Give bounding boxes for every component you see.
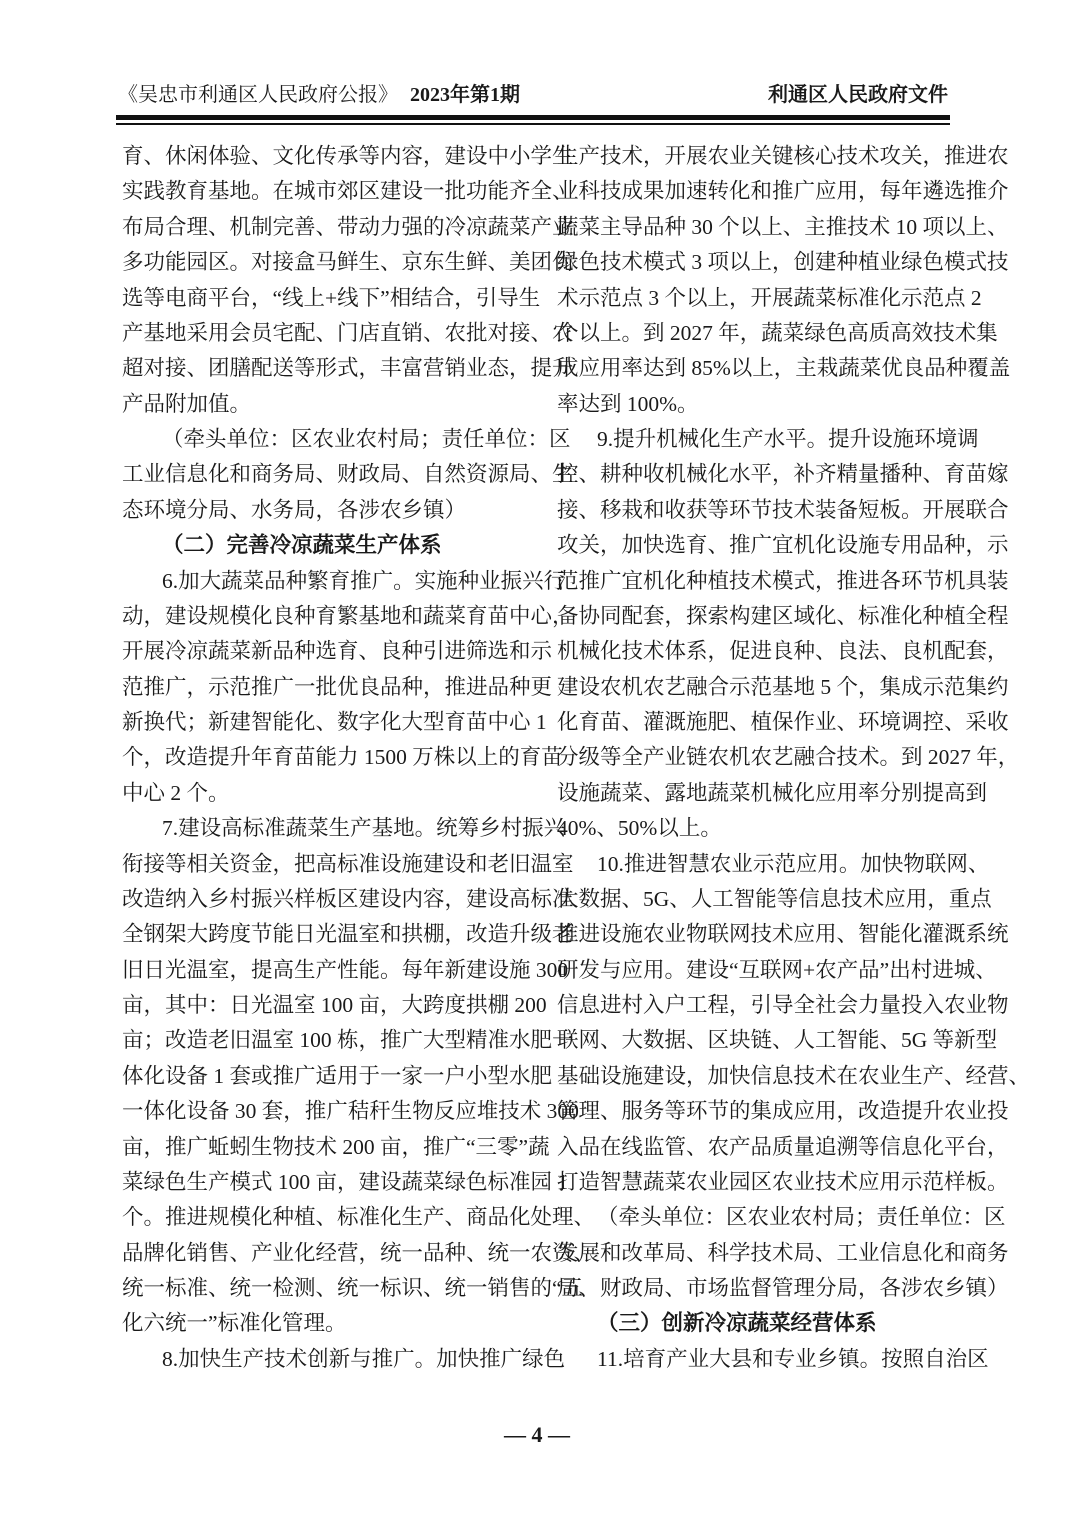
header-publication	[118, 78, 520, 107]
left-column	[122, 139, 596, 1377]
header-rule-thick	[116, 115, 950, 120]
text-line: 个，改造提升年育苗能力 1500 万株以上的育苗	[122, 745, 563, 770]
text-line: 联网、大数据、区块链、人工智能、5G 等新型	[557, 1028, 998, 1053]
text-line: 局、财政局、市场监督管理分局，各涉农乡镇）	[557, 1276, 1009, 1300]
issue-number: 2023年第1期	[410, 84, 520, 106]
text-line: 信息进村入户工程，引导全社会力量投入农业物	[557, 993, 1009, 1017]
text-line: 攻关，加快选育、推广宜机化设施专用品种，示	[557, 533, 1009, 558]
text-line: 接、移栽和收获等环节技术装备短板。开展联合	[557, 497, 1009, 522]
text-line: 研发与应用。建设“互联网+农产品”出村进城、	[557, 957, 997, 982]
text-line: 布局合理、机制完善、带动力强的冷凉蔬菜产业	[122, 214, 574, 239]
text-line: 体化设备 1 套或推广适用于一家一户小型水肥	[122, 1063, 553, 1088]
header-section: 利通区人民政府文件	[768, 84, 948, 106]
text-line: 率达到 100%。	[557, 391, 699, 416]
text-line: 设施蔬菜、露地蔬菜机械化应用率分别提高到	[557, 780, 988, 805]
text-line: 产基地采用会员宅配、门店直销、农批对接、农	[122, 320, 574, 345]
text-line: 亩，推广蚯蚓生物技术 200 亩，推广“三零”蔬	[122, 1134, 550, 1159]
text-line: 改造纳入乡村振兴样板区建设内容，建设高标准	[122, 886, 574, 911]
text-line: 新换代；新建智能化、数字化大型育苗中心 1	[122, 710, 547, 734]
text-line: 化六统一”标准化管理。	[122, 1311, 347, 1336]
text-line: 开展冷凉蔬菜新品种选育、良种引进筛选和示	[122, 639, 553, 664]
header-rule-thin	[116, 123, 950, 125]
text-line: 7.建设高标准蔬菜生产基地。统筹乡村振兴	[162, 816, 566, 841]
text-line: 多功能园区。对接盒马鲜生、京东生鲜、美团优	[122, 250, 574, 275]
text-line: 备协同配套，探索构建区域化、标准化种植全程	[557, 603, 1009, 628]
text-line: 打造智慧蔬菜农业园区农业技术应用示范样板。	[557, 1169, 1009, 1194]
text-line: 范推广宜机化种植技术模式，推进各环节机具装	[557, 568, 1009, 593]
publication-title: 《吴忠市利通区人民政府公报》	[118, 84, 398, 106]
text-line: 管理、服务等环节的集成应用，改造提升农业投	[557, 1099, 1009, 1124]
text-line: 8.加快生产技术创新与推广。加快推广绿色	[162, 1346, 566, 1371]
text-line: 40%、50%以上。	[557, 816, 722, 841]
text-line: 选等电商平台，“线上+线下”相结合，引导生	[122, 285, 541, 310]
text-line: 推进设施农业物联网技术应用、智能化灌溉系统	[557, 922, 1009, 947]
text-line: 产品附加值。	[122, 391, 252, 416]
text-line: 控、耕种收机械化水平，补齐精量播种、育苗嫁	[557, 462, 1009, 487]
text-line: 发展和改革局、科学技术局、工业信息化和商务	[557, 1240, 1009, 1265]
text-line: 超对接、团膳配送等形式，丰富营销业态，提升	[122, 356, 574, 381]
text-line: 11.培育产业大县和专业乡镇。按照自治区	[597, 1346, 989, 1371]
text-line: 衔接等相关资金，把高标准设施建设和老旧温室	[122, 851, 574, 876]
text-line: 基础设施建设，加快信息技术在农业生产、经营、	[557, 1063, 1031, 1088]
text-line: 蔬菜主导品种 30 个以上、主推技术 10 项以上、	[557, 214, 1009, 239]
text-line: 旧日光温室，提高生产性能。每年新建设施 300	[122, 957, 569, 982]
page-number: — 4 —	[504, 1422, 570, 1447]
text-line: 范推广，示范推广一批优良品种，推进品种更	[122, 674, 553, 699]
text-line: 实践教育基地。在城市郊区建设一批功能齐全、	[122, 179, 574, 204]
text-line: 全钢架大跨度节能日光温室和拱棚，改造升级老	[122, 922, 574, 947]
text-line: 分级等全产业链农机农艺融合技术。到 2027 年，	[557, 745, 1020, 770]
text-line: 6.加大蔬菜品种繁育推广。实施种业振兴行	[162, 568, 566, 593]
section-heading: （二）完善冷凉蔬菜生产体系	[162, 533, 442, 558]
text-line: 生产技术，开展农业关键核心技术攻关，推进农	[557, 144, 1009, 168]
text-line: 品牌化销售、产业化经营，统一品种、统一农资、	[122, 1240, 596, 1265]
text-line: 个。推进规模化种植、标准化生产、商品化处理、	[122, 1205, 596, 1230]
section-heading: （三）创新冷凉蔬菜经营体系	[597, 1311, 877, 1336]
text-line: 统一标准、统一检测、统一标识、统一销售的“五	[122, 1276, 584, 1300]
text-line: 10.推进智慧农业示范应用。加快物联网、	[597, 851, 990, 876]
text-line: 术示范点 3 个以上，开展蔬菜标准化示范点 2	[557, 285, 982, 310]
text-line: 动，建设规模化良种育繁基地和蔬菜育苗中心，	[122, 603, 574, 628]
text-line: （牵头单位：区农业农村局；责任单位：区	[597, 1205, 1006, 1230]
text-line: （牵头单位：区农业农村局；责任单位：区	[162, 427, 571, 451]
text-line: 亩，其中：日光温室 100 亩，大跨度拱棚 200	[122, 993, 547, 1017]
right-column	[557, 139, 1031, 1377]
text-line: 成应用率达到 85%以上，主栽蔬菜优良品种覆盖	[557, 356, 1011, 381]
text-line: 工业信息化和商务局、财政局、自然资源局、生	[122, 462, 574, 487]
text-line: 一体化设备 30 套，推广秸秆生物反应堆技术 300	[122, 1099, 579, 1124]
text-line: 育、休闲体验、文化传承等内容，建设中小学生	[122, 144, 574, 168]
text-line: 9.提升机械化生产水平。提升设施环境调	[597, 427, 979, 451]
text-line: 化育苗、灌溉施肥、植保作业、环境调控、采收	[557, 710, 1009, 734]
text-line: 业科技成果加速转化和推广应用，每年遴选推介	[557, 179, 1009, 204]
text-line: 亩；改造老旧温室 100 栋，推广大型精准水肥一	[122, 1028, 574, 1053]
text-line: 菜绿色生产模式 100 亩，建设蔬菜绿色标准园 1	[122, 1169, 569, 1194]
text-line: 中心 2 个。	[122, 780, 230, 805]
text-line: 大数据、5G、人工智能等信息技术应用，重点	[557, 886, 992, 911]
text-line: 入品在线监管、农产品质量追溯等信息化平台，	[557, 1134, 1009, 1159]
text-line: 机械化技术体系，促进良种、良法、良机配套，	[557, 639, 1009, 664]
text-line: 建设农机农艺融合示范基地 5 个，集成示范集约	[557, 674, 1009, 699]
text-line: 个以上。到 2027 年，蔬菜绿色高质高效技术集	[557, 320, 998, 345]
text-line: 绿色技术模式 3 项以上，创建种植业绿色模式技	[557, 250, 1009, 275]
text-line: 态环境分局、水务局，各涉农乡镇）	[122, 497, 467, 522]
